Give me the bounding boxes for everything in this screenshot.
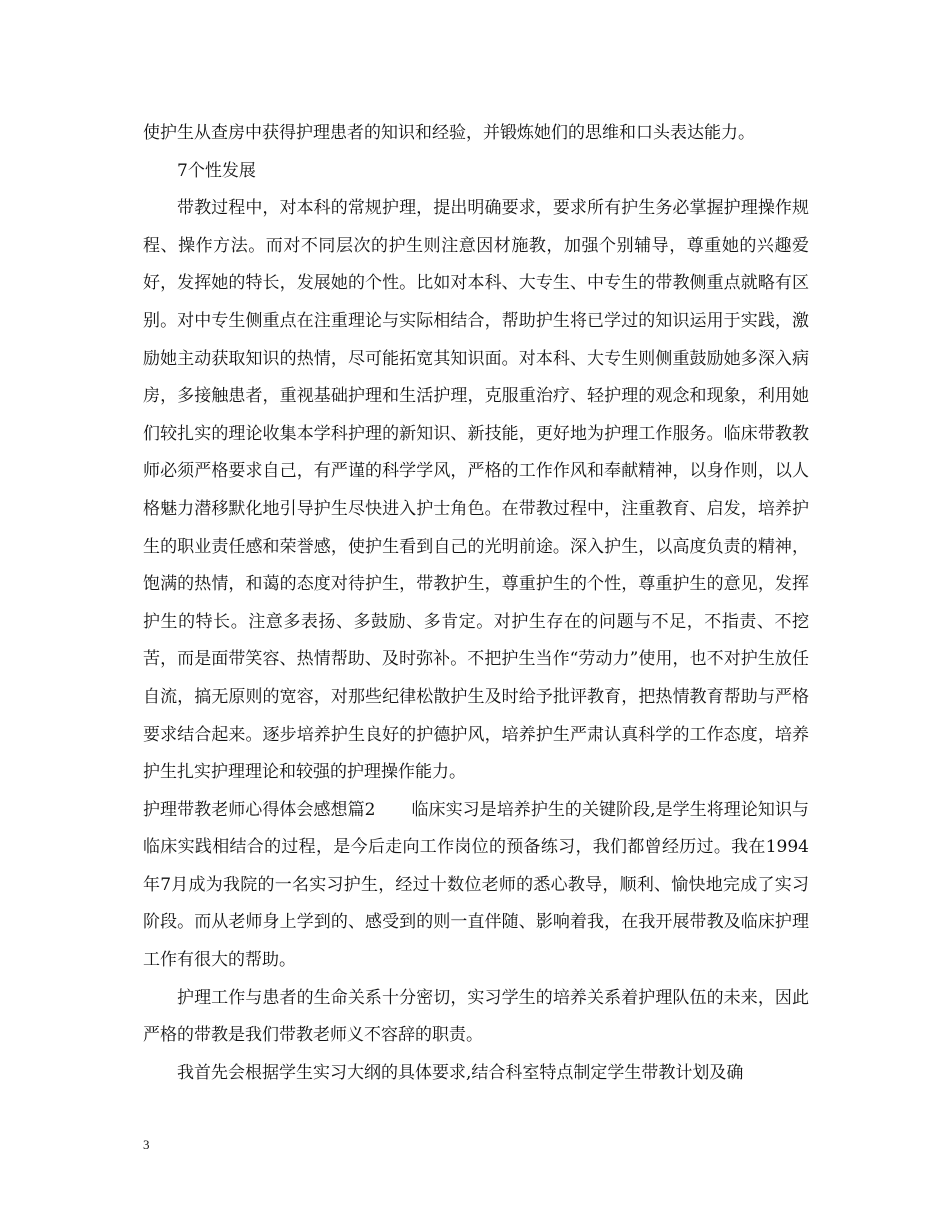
- paragraph-5: 我首先会根据学生实习大纲的具体要求,结合科室特点制定学生带教计划及确: [177, 1062, 744, 1083]
- body-text: [143, 115, 809, 1092]
- section-heading-personal-development: 7个性发展: [177, 160, 256, 181]
- paragraph-2: 带教过程中，对本科的常规护理，提出明确要求，要求所有护生务必掌握护理操作规程、操作方法。而对不同层次的护生则注意因材施教，加强个别辅导，尊重她的兴趣爱好，发挥她的特长，发展她的个性。比如对本科、大专生、中专生的带教侧重点就略有区别。对中专生侧重点在注重理论与实际相结合，帮助护生将已学过的知识运用于实践，激励她主动获取知识的热情，尽可能拓宽其知识面。对本科、大专生则侧重鼓励她多深入病房，多接触患者，重视基础护理和生活护理，克服重治疗、轻护理的观念和现象，利用她们较扎实的理论收集本学科护理的新知识、新技能，更好地为护理工作服务。临床带教教师必须严格要求自己，有严谨的科学学风，严格的工作作风和奉献精神，以身作则，以人格魅力潜移默化地引导护生尽快进入护士角色。在带教过程中，注重教育、启发，培养护生的职业责任感和荣誉感，使护生看到自己的光明前途。深入护生，以高度负责的精神，饱满的热情，和蔼的态度对待护生，带教护生，尊重护生的个性，尊重护生的意见，发挥护生的特长。注意多表扬、多鼓励、多肯定。对护生存在的问题与不足，不指责、不挖苦，而是面带笑容、热情帮助、及时弥补。不把护生当作“劳动力”使用，也不对护生放任自流，搞无原则的宽容，对那些纪律松散护生及时给予批评教育，把热情教育帮助与严格要求结合起来。逐步培养护生良好的护德护风，培养护生严肃认真科学的工作态度，培养护生扎实护理理论和较强的护理操作能力。: [143, 198, 809, 783]
- article-section-title: 护理带教老师心得体会感想篇2: [143, 799, 376, 820]
- paragraph-4: 护理工作与患者的生命关系十分密切，实习学生的培养关系着护理队伍的未来，因此严格的带教是我们带教老师义不容辞的职责。: [143, 987, 809, 1046]
- paragraph-1: 使护生从查房中获得护理患者的知识和经验，并锻炼她们的思维和口头表达能力。: [143, 123, 755, 143]
- page-number: 3: [143, 1137, 150, 1152]
- paragraph-3-text: 临床实习是培养护生的关键阶段,是学生将理论知识与临床实践相结合的过程，是今后走向工作岗位的预备练习，我们都曾经历过。我在1994年7月成为我院的一名实习护生，经过十数位老师的悉心教导，顺利、愉快地完成了实习阶段。而从老师身上学到的、感受到的则一直伴随、影响着我，在我开展带教及临床护理工作有很大的帮助。: [143, 799, 809, 971]
- paragraph-3: [143, 792, 809, 980]
